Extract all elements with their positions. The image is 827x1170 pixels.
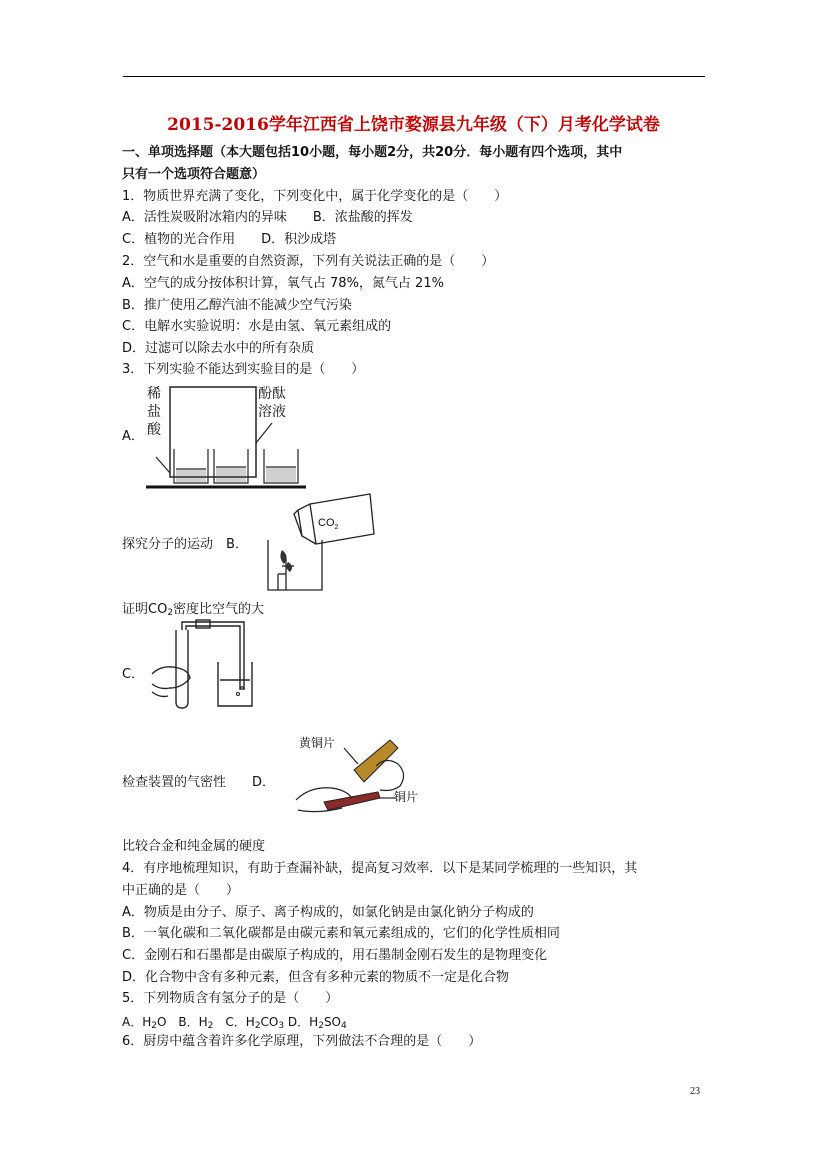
q2-option-b: B．推广使用乙醇汽油不能减少空气污染 xyxy=(122,298,352,313)
q4-stem-line2: 中正确的是（ ） xyxy=(122,883,240,898)
q3-caption-a: 探究分子的运动 B． xyxy=(122,537,248,552)
q3-caption-c: 检查装置的气密性 D． xyxy=(122,775,276,790)
figure-airtightness xyxy=(148,618,254,712)
q4-option-d: D．化合物中含有多种元素，但含有多种元素的物质不一定是化合物 xyxy=(122,970,510,985)
q3-stem: 3．下列实验不能达到实验目的是（ ） xyxy=(122,362,365,377)
q3-caption-b: 证明$CO_2$密度比空气的大 xyxy=(122,602,265,618)
q6-stem: 6．厨房中蕴含着许多化学原理，下列做法不合理的是（ ） xyxy=(122,1034,482,1049)
page-number: 23 xyxy=(690,1086,700,1097)
figure-d-top-label: 黄铜片 xyxy=(299,736,336,750)
q2-option-c: C．电解水实验说明：水是由氢、氧元素组成的 xyxy=(122,319,392,334)
q4-option-a: A．物质是由分子、原子、离子构成的，如氯化钠是由氯化钠分子构成的 xyxy=(122,905,534,920)
figure-b-gas-label: $CO_2$ xyxy=(318,517,339,531)
figure-a-left-label: 稀 盐 酸 xyxy=(147,386,161,438)
figure-co2-density xyxy=(258,490,376,594)
q4-stem-line1: 4．有序地梳理知识，有助于查漏补缺，提高复习效率．以下是某同学梳理的一些知识，其 xyxy=(122,861,638,876)
q3-caption-d: 比较合金和纯金属的硬度 xyxy=(122,839,266,854)
q2-option-d: D．过滤可以除去水中的所有杂质 xyxy=(122,341,315,356)
figure-molecule-motion xyxy=(146,383,306,491)
header-rule xyxy=(123,76,705,77)
q1-options-ab: A．活性炭吸附冰箱内的异味 B．浓盐酸的挥发 xyxy=(122,210,413,225)
q1-stem: 1．物质世界充满了变化，下列变化中，属于化学变化的是（ ） xyxy=(122,189,508,204)
q4-option-b: B．一氧化碳和二氧化碳都是由碳元素和氧元素组成的，它们的化学性质相同 xyxy=(122,926,560,941)
section-heading-line1: 一、单项选择题（本大题包括10小题，每小题2分，共20分．每小题有四个选项，其中 xyxy=(122,145,623,160)
q5-options: A．$H_2O$ B．$H_2$ C．$H_2CO_3$ D．$H_2SO_4$ xyxy=(122,1015,347,1031)
q3-option-b-letter: B． xyxy=(226,537,248,552)
figure-a-right-label: 酚酞 溶液 xyxy=(258,386,286,420)
figure-d-bottom-label: 铜片 xyxy=(394,790,419,804)
q5-stem: 5．下列物质含有氢分子的是（ ） xyxy=(122,991,339,1006)
section-heading-line2: 只有一个选项符合题意） xyxy=(122,167,266,182)
q3-option-a-letter: A． xyxy=(122,429,144,444)
q1-options-cd: C．植物的光合作用 D．积沙成塔 xyxy=(122,232,337,247)
figure-hardness-compare xyxy=(294,730,420,816)
q2-stem: 2．空气和水是重要的自然资源，下列有关说法正确的是（ ） xyxy=(122,254,495,269)
q3-option-d-letter: D． xyxy=(252,775,276,790)
q4-option-c: C．金刚石和石墨都是由碳原子构成的，用石墨制金刚石发生的是物理变化 xyxy=(122,948,548,963)
q3-option-c-letter: C． xyxy=(122,667,145,682)
page-title: 2015-2016学年江西省上饶市婺源县九年级（下）月考化学试卷 xyxy=(167,115,660,135)
q2-option-a: A．空气的成分按体积计算，氧气占 78%，氮气占 21% xyxy=(122,276,444,291)
